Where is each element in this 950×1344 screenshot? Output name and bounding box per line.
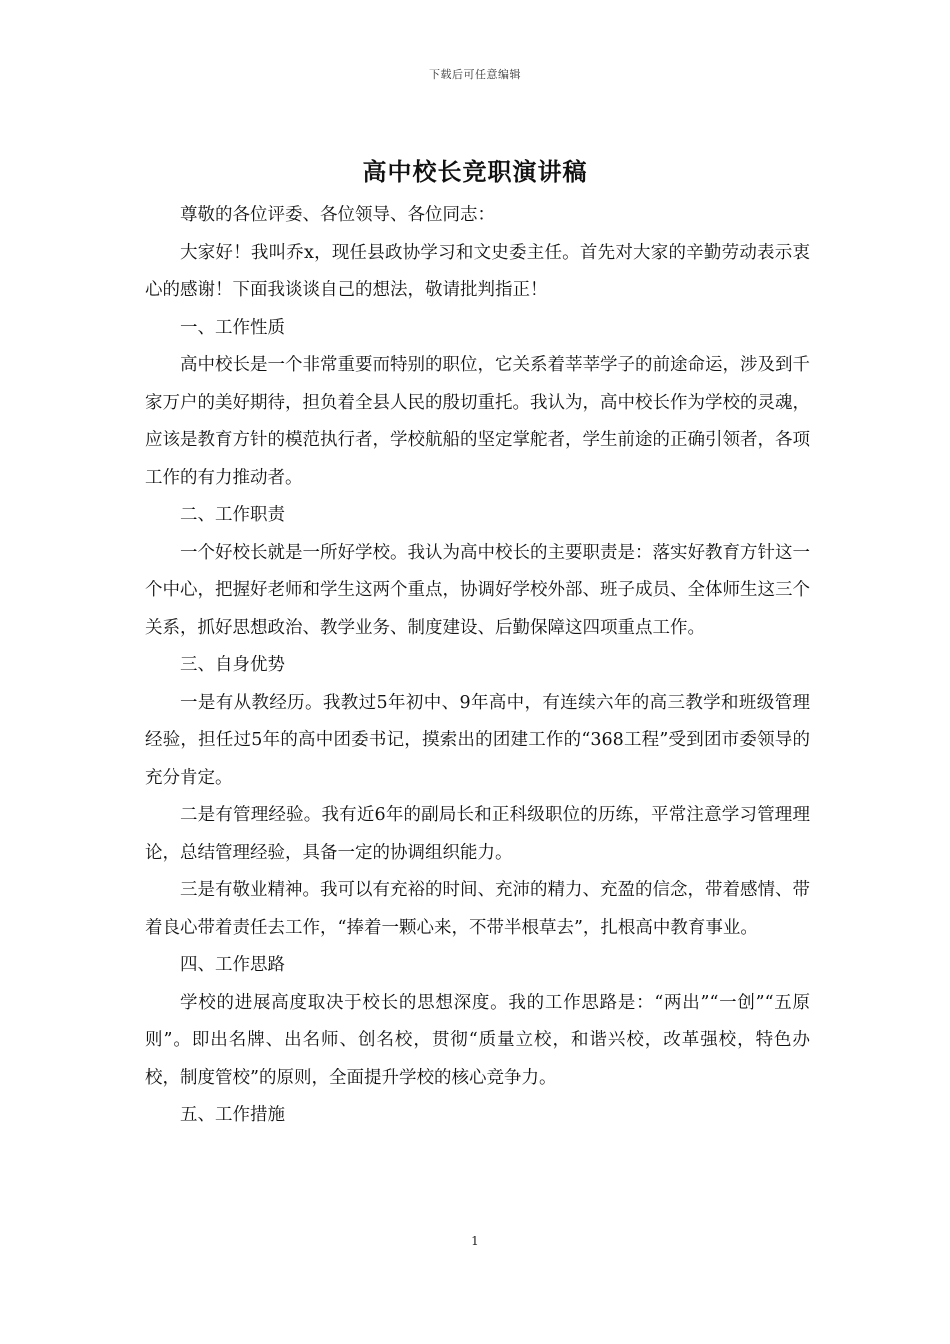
section-heading: 二、工作职责 — [180, 505, 285, 525]
body-paragraph: 二是有管理经验。我有近6年的副局长和正科级职位的历练，平常注意学习管理理论，总结管理经验，具备一定的协调组织能力。 — [145, 805, 810, 863]
document-title: 高中校长竞职演讲稿 — [362, 157, 588, 186]
intro-paragraph: 大家好！我叫乔x，现任县政协学习和文史委主任。首先对大家的辛勤劳动表示衷心的感谢！下面我谈谈自己的想法，敬请批判指正！ — [145, 242, 810, 300]
document-body — [145, 197, 810, 1135]
page-header: 下载后可任意编辑 — [429, 68, 521, 81]
section-heading: 三、自身优势 — [180, 655, 285, 675]
body-paragraph: 学校的进展高度取决于校长的思想深度。我的工作思路是：“两出”“一创”“五原则”。即出名牌、出名师、创名校，贯彻“质量立校，和谐兴校，改革强校，特色办校，制度管校”的原则，全面提升学校的核心竞争力。 — [145, 992, 810, 1088]
section-heading: 四、工作思路 — [180, 955, 285, 975]
body-paragraph: 高中校长是一个非常重要而特别的职位，它关系着莘莘学子的前途命运，涉及到千家万户的美好期待，担负着全县人民的殷切重托。我认为，高中校长作为学校的灵魂，应该是教育方针的模范执行者，学校航船的坚定掌舵者，学生前途的正确引领者，各项工作的有力推动者。 — [145, 355, 810, 488]
section-heading: 五、工作措施 — [180, 1105, 285, 1125]
body-paragraph: 一个好校长就是一所好学校。我认为高中校长的主要职责是：落实好教育方针这一个中心，把握好老师和学生这两个重点，协调好学校外部、班子成员、全体师生这三个关系，抓好思想政治、教学业务、制度建设、后勤保障这四项重点工作。 — [145, 542, 810, 638]
page-number: 1 — [471, 1234, 479, 1248]
greeting-paragraph: 尊敬的各位评委、各位领导、各位同志： — [180, 205, 495, 225]
section-heading: 一、工作性质 — [180, 317, 285, 338]
body-paragraph: 一是有从教经历。我教过5年初中、9年高中，有连续六年的高三教学和班级管理经验，担任过5年的高中团委书记，摸索出的团建工作的“368工程”受到团市委领导的充分肯定。 — [145, 692, 810, 788]
body-paragraph: 三是有敬业精神。我可以有充裕的时间、充沛的精力、充盈的信念，带着感情、带着良心带着责任去工作，“捧着一颗心来，不带半根草去”，扎根高中教育事业。 — [145, 880, 810, 938]
